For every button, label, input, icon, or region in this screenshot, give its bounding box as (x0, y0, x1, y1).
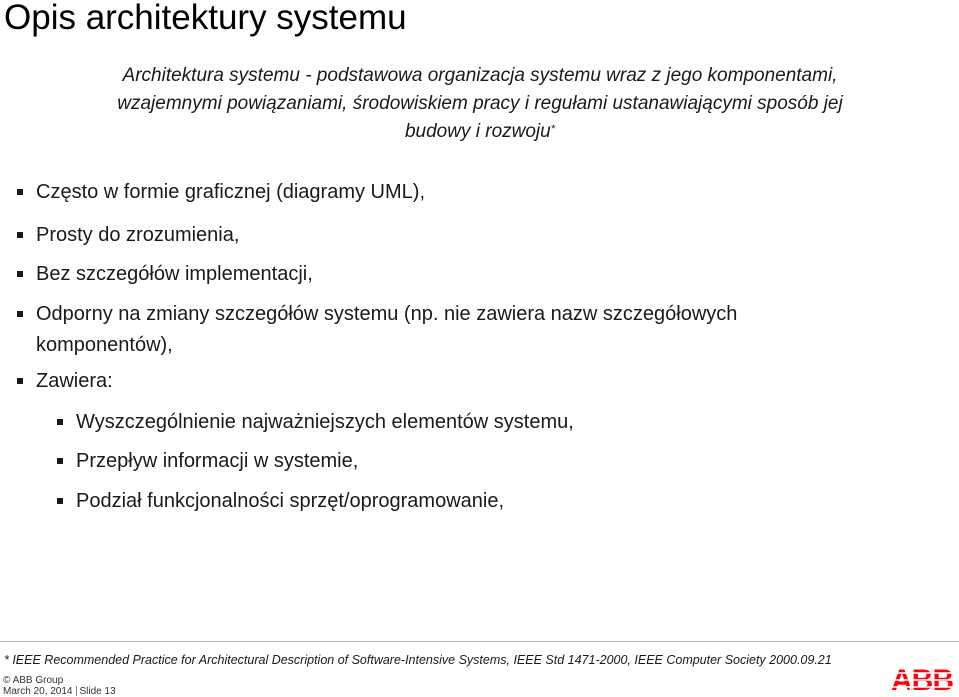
copyright: © ABB Group (3, 675, 64, 686)
definition-line-3 (40, 118, 920, 146)
footnote: * IEEE Recommended Practice for Architectural Description of Software-Intensive Systems, IEEE Std 1471-2000, IEEE Computer Society 2000.09.21 (4, 653, 832, 667)
slide-date: March 20, 2014 (3, 686, 73, 697)
sub-bullet-item (76, 486, 946, 517)
separator (76, 686, 77, 696)
definition-line-1: Architektura systemu - podstawowa organizacja systemu wraz z jego komponentami, (122, 65, 838, 86)
bullet-square-icon (17, 271, 23, 277)
bullet-text: Prosty do zrozumienia, (36, 224, 240, 246)
bullet-text: Często w formie graficznej (diagramy UML), (36, 181, 425, 203)
footnote-marker: * (550, 123, 556, 135)
bullet-square-icon (57, 458, 63, 464)
abb-logo (888, 664, 956, 694)
definition-line-3-text: budowy i rozwoju (404, 121, 551, 142)
bullet-square-icon (57, 498, 63, 504)
sub-bullet-text: Przepływ informacji w systemie, (76, 450, 359, 472)
bullet-text: Odporny na zmiany szczegółów systemu (np. nie zawiera nazw szczegółowych (36, 303, 738, 325)
bullet-text-continuation: komponentów), (36, 334, 173, 356)
bullet-item (36, 366, 946, 397)
sub-bullet-text: Podział funkcjonalności sprzęt/oprogramowanie, (76, 490, 505, 512)
abb-logo-text: ABB (891, 664, 953, 694)
bullet-item (36, 259, 946, 290)
bullet-square-icon (17, 378, 23, 384)
slide-title: Opis architektury systemu (4, 0, 407, 37)
bullet-square-icon (17, 189, 23, 195)
sub-bullet-item (76, 407, 946, 438)
bullet-text: Zawiera: (36, 370, 113, 392)
sub-bullet-text: Wyszczególnienie najważniejszych elementów systemu, (76, 411, 574, 433)
footer-divider (0, 641, 959, 642)
bullet-text: Bez szczegółów implementacji, (36, 263, 313, 285)
bullet-square-icon (17, 311, 23, 317)
slide-info (3, 686, 116, 697)
definition-block (40, 62, 920, 146)
bullet-square-icon (57, 419, 63, 425)
sub-bullet-item (76, 446, 946, 477)
bullet-item (36, 299, 946, 361)
bullet-item (36, 220, 946, 251)
bullet-item (36, 177, 946, 208)
slide-number: Slide 13 (79, 686, 116, 697)
bullet-square-icon (17, 232, 23, 238)
definition-line-2: wzajemnymi powiązaniami, środowiskiem pracy i regułami ustanawiającymi sposób jej (117, 93, 843, 114)
